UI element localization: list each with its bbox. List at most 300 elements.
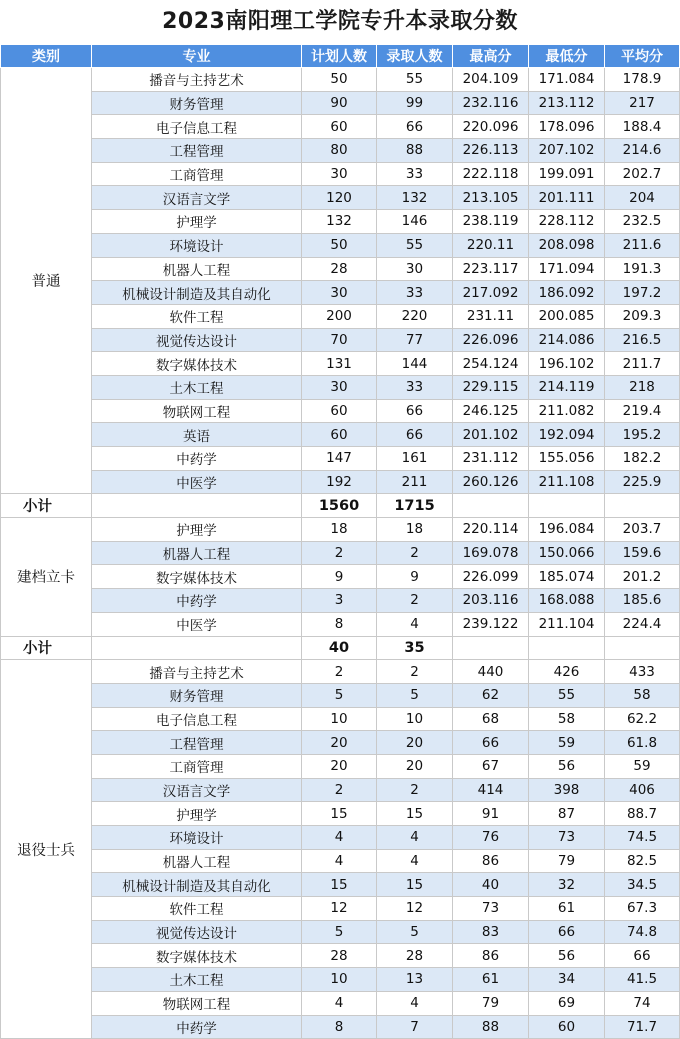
max-score-cell: 203.116 xyxy=(453,589,529,613)
min-score-cell: 211.104 xyxy=(529,612,605,636)
plan-count-cell: 18 xyxy=(302,518,377,542)
max-score-cell: 204.109 xyxy=(453,68,529,92)
plan-count-cell: 30 xyxy=(302,375,377,399)
plan-count-cell: 5 xyxy=(302,920,377,944)
header-category: 类别 xyxy=(1,45,92,68)
major-cell: 机械设计制造及其自动化 xyxy=(92,873,302,897)
admit-count-cell: 146 xyxy=(377,210,453,234)
max-score-cell: 40 xyxy=(453,873,529,897)
admit-count-cell: 66 xyxy=(377,423,453,447)
max-score-cell: 223.117 xyxy=(453,257,529,281)
max-score-cell: 62 xyxy=(453,683,529,707)
plan-count-cell: 50 xyxy=(302,68,377,92)
major-cell: 中医学 xyxy=(92,470,302,494)
admit-count-cell: 99 xyxy=(377,91,453,115)
table-row xyxy=(1,897,680,921)
table-row xyxy=(1,328,680,352)
table-row xyxy=(1,399,680,423)
avg-score-cell: 219.4 xyxy=(605,399,680,423)
avg-score-cell: 185.6 xyxy=(605,589,680,613)
min-score-cell: 87 xyxy=(529,802,605,826)
plan-count-cell: 90 xyxy=(302,91,377,115)
major-cell: 汉语言文学 xyxy=(92,778,302,802)
avg-score-cell: 433 xyxy=(605,660,680,684)
major-cell: 物联网工程 xyxy=(92,399,302,423)
avg-score-cell: 159.6 xyxy=(605,541,680,565)
table-row xyxy=(1,968,680,992)
subtotal-spacer xyxy=(529,494,605,518)
admit-count-cell: 15 xyxy=(377,873,453,897)
max-score-cell: 217.092 xyxy=(453,281,529,305)
major-cell: 环境设计 xyxy=(92,233,302,257)
plan-count-cell: 15 xyxy=(302,802,377,826)
max-score-cell: 79 xyxy=(453,991,529,1015)
plan-count-cell: 15 xyxy=(302,873,377,897)
avg-score-cell: 74.8 xyxy=(605,920,680,944)
avg-score-cell: 214.6 xyxy=(605,139,680,163)
admit-count-cell: 4 xyxy=(377,612,453,636)
table-row xyxy=(1,304,680,328)
max-score-cell: 440 xyxy=(453,660,529,684)
table-row xyxy=(1,731,680,755)
major-cell: 工程管理 xyxy=(92,139,302,163)
major-cell: 中药学 xyxy=(92,589,302,613)
admit-count-cell: 4 xyxy=(377,849,453,873)
plan-count-cell: 2 xyxy=(302,541,377,565)
major-cell: 汉语言文学 xyxy=(92,186,302,210)
admit-count-cell: 144 xyxy=(377,352,453,376)
min-score-cell: 200.085 xyxy=(529,304,605,328)
avg-score-cell: 201.2 xyxy=(605,565,680,589)
max-score-cell: 246.125 xyxy=(453,399,529,423)
table-row xyxy=(1,991,680,1015)
admit-count-cell: 20 xyxy=(377,754,453,778)
max-score-cell: 91 xyxy=(453,802,529,826)
avg-score-cell: 88.7 xyxy=(605,802,680,826)
admit-count-cell: 13 xyxy=(377,968,453,992)
table-row xyxy=(1,754,680,778)
plan-count-cell: 132 xyxy=(302,210,377,234)
max-score-cell: 226.113 xyxy=(453,139,529,163)
avg-score-cell: 188.4 xyxy=(605,115,680,139)
min-score-cell: 66 xyxy=(529,920,605,944)
subtotal-spacer xyxy=(529,636,605,660)
avg-score-cell: 178.9 xyxy=(605,68,680,92)
major-cell: 数字媒体技术 xyxy=(92,944,302,968)
major-cell: 视觉传达设计 xyxy=(92,920,302,944)
plan-count-cell: 4 xyxy=(302,826,377,850)
avg-score-cell: 61.8 xyxy=(605,731,680,755)
table-row xyxy=(1,162,680,186)
admit-count-cell: 33 xyxy=(377,281,453,305)
min-score-cell: 56 xyxy=(529,944,605,968)
major-cell: 护理学 xyxy=(92,210,302,234)
max-score-cell: 414 xyxy=(453,778,529,802)
major-cell: 机器人工程 xyxy=(92,849,302,873)
min-score-cell: 56 xyxy=(529,754,605,778)
max-score-cell: 66 xyxy=(453,731,529,755)
avg-score-cell: 203.7 xyxy=(605,518,680,542)
table-row xyxy=(1,423,680,447)
admit-count-cell: 55 xyxy=(377,233,453,257)
avg-score-cell: 204 xyxy=(605,186,680,210)
max-score-cell: 83 xyxy=(453,920,529,944)
admit-count-cell: 30 xyxy=(377,257,453,281)
table-row xyxy=(1,565,680,589)
admit-count-cell: 220 xyxy=(377,304,453,328)
subtotal-row xyxy=(1,494,680,518)
avg-score-cell: 58 xyxy=(605,683,680,707)
max-score-cell: 88 xyxy=(453,1015,529,1039)
min-score-cell: 155.056 xyxy=(529,447,605,471)
subtotal-row xyxy=(1,636,680,660)
max-score-cell: 254.124 xyxy=(453,352,529,376)
subtotal-spacer xyxy=(605,494,680,518)
major-cell: 环境设计 xyxy=(92,826,302,850)
min-score-cell: 58 xyxy=(529,707,605,731)
max-score-cell: 226.096 xyxy=(453,328,529,352)
admit-count-cell: 66 xyxy=(377,115,453,139)
max-score-cell: 201.102 xyxy=(453,423,529,447)
avg-score-cell: 211.7 xyxy=(605,352,680,376)
subtotal-admit-count: 35 xyxy=(377,636,453,660)
major-cell: 土木工程 xyxy=(92,375,302,399)
major-cell: 中医学 xyxy=(92,612,302,636)
admit-count-cell: 77 xyxy=(377,328,453,352)
header-plan-count: 计划人数 xyxy=(302,45,377,68)
plan-count-cell: 60 xyxy=(302,423,377,447)
admit-count-cell: 33 xyxy=(377,375,453,399)
table-row xyxy=(1,68,680,92)
table-row xyxy=(1,707,680,731)
major-cell: 财务管理 xyxy=(92,683,302,707)
admit-count-cell: 4 xyxy=(377,991,453,1015)
subtotal-plan-count: 40 xyxy=(302,636,377,660)
avg-score-cell: 182.2 xyxy=(605,447,680,471)
plan-count-cell: 50 xyxy=(302,233,377,257)
major-cell: 机械设计制造及其自动化 xyxy=(92,281,302,305)
plan-count-cell: 70 xyxy=(302,328,377,352)
admit-count-cell: 18 xyxy=(377,518,453,542)
min-score-cell: 171.084 xyxy=(529,68,605,92)
category-cell: 建档立卡 xyxy=(1,518,92,636)
plan-count-cell: 20 xyxy=(302,754,377,778)
min-score-cell: 150.066 xyxy=(529,541,605,565)
max-score-cell: 231.112 xyxy=(453,447,529,471)
table-row xyxy=(1,541,680,565)
min-score-cell: 185.074 xyxy=(529,565,605,589)
avg-score-cell: 34.5 xyxy=(605,873,680,897)
admit-count-cell: 88 xyxy=(377,139,453,163)
table-body xyxy=(1,68,680,1039)
table-row xyxy=(1,683,680,707)
max-score-cell: 260.126 xyxy=(453,470,529,494)
page-title: 2023南阳理工学院专升本录取分数 xyxy=(162,9,518,34)
major-cell: 数字媒体技术 xyxy=(92,565,302,589)
min-score-cell: 228.112 xyxy=(529,210,605,234)
plan-count-cell: 4 xyxy=(302,849,377,873)
admit-count-cell: 66 xyxy=(377,399,453,423)
avg-score-cell: 225.9 xyxy=(605,470,680,494)
min-score-cell: 60 xyxy=(529,1015,605,1039)
min-score-cell: 59 xyxy=(529,731,605,755)
avg-score-cell: 62.2 xyxy=(605,707,680,731)
min-score-cell: 211.082 xyxy=(529,399,605,423)
header-admit-count: 录取人数 xyxy=(377,45,453,68)
plan-count-cell: 2 xyxy=(302,778,377,802)
table-row xyxy=(1,849,680,873)
subtotal-admit-count: 1715 xyxy=(377,494,453,518)
min-score-cell: 171.094 xyxy=(529,257,605,281)
avg-score-cell: 82.5 xyxy=(605,849,680,873)
min-score-cell: 79 xyxy=(529,849,605,873)
major-cell: 财务管理 xyxy=(92,91,302,115)
plan-count-cell: 12 xyxy=(302,897,377,921)
subtotal-spacer xyxy=(453,494,529,518)
category-cell: 普通 xyxy=(1,68,92,494)
avg-score-cell: 67.3 xyxy=(605,897,680,921)
table-row xyxy=(1,447,680,471)
major-cell: 物联网工程 xyxy=(92,991,302,1015)
plan-count-cell: 28 xyxy=(302,257,377,281)
admit-count-cell: 20 xyxy=(377,731,453,755)
major-cell: 工程管理 xyxy=(92,731,302,755)
min-score-cell: 186.092 xyxy=(529,281,605,305)
major-cell: 播音与主持艺术 xyxy=(92,660,302,684)
table-row xyxy=(1,944,680,968)
major-cell: 软件工程 xyxy=(92,897,302,921)
major-cell: 电子信息工程 xyxy=(92,115,302,139)
admit-count-cell: 2 xyxy=(377,589,453,613)
plan-count-cell: 147 xyxy=(302,447,377,471)
subtotal-spacer xyxy=(92,494,302,518)
table-row xyxy=(1,873,680,897)
avg-score-cell: 224.4 xyxy=(605,612,680,636)
avg-score-cell: 211.6 xyxy=(605,233,680,257)
max-score-cell: 232.116 xyxy=(453,91,529,115)
major-cell: 视觉传达设计 xyxy=(92,328,302,352)
max-score-cell: 226.099 xyxy=(453,565,529,589)
admit-count-cell: 2 xyxy=(377,778,453,802)
plan-count-cell: 8 xyxy=(302,1015,377,1039)
avg-score-cell: 209.3 xyxy=(605,304,680,328)
admit-count-cell: 33 xyxy=(377,162,453,186)
max-score-cell: 229.115 xyxy=(453,375,529,399)
major-cell: 机器人工程 xyxy=(92,257,302,281)
table-row xyxy=(1,210,680,234)
table-row xyxy=(1,139,680,163)
avg-score-cell: 74 xyxy=(605,991,680,1015)
table-row xyxy=(1,660,680,684)
min-score-cell: 213.112 xyxy=(529,91,605,115)
table-row xyxy=(1,1015,680,1039)
avg-score-cell: 218 xyxy=(605,375,680,399)
major-cell: 英语 xyxy=(92,423,302,447)
max-score-cell: 222.118 xyxy=(453,162,529,186)
table-row xyxy=(1,612,680,636)
admission-score-table xyxy=(0,44,680,1039)
avg-score-cell: 232.5 xyxy=(605,210,680,234)
table-row xyxy=(1,375,680,399)
min-score-cell: 168.088 xyxy=(529,589,605,613)
major-cell: 工商管理 xyxy=(92,754,302,778)
table-row xyxy=(1,257,680,281)
major-cell: 电子信息工程 xyxy=(92,707,302,731)
max-score-cell: 86 xyxy=(453,944,529,968)
admit-count-cell: 2 xyxy=(377,660,453,684)
max-score-cell: 76 xyxy=(453,826,529,850)
max-score-cell: 61 xyxy=(453,968,529,992)
plan-count-cell: 80 xyxy=(302,139,377,163)
avg-score-cell: 71.7 xyxy=(605,1015,680,1039)
avg-score-cell: 202.7 xyxy=(605,162,680,186)
plan-count-cell: 2 xyxy=(302,660,377,684)
major-cell: 中药学 xyxy=(92,447,302,471)
max-score-cell: 239.122 xyxy=(453,612,529,636)
plan-count-cell: 5 xyxy=(302,683,377,707)
min-score-cell: 55 xyxy=(529,683,605,707)
table-row xyxy=(1,352,680,376)
max-score-cell: 73 xyxy=(453,897,529,921)
table-row xyxy=(1,826,680,850)
plan-count-cell: 28 xyxy=(302,944,377,968)
major-cell: 软件工程 xyxy=(92,304,302,328)
avg-score-cell: 74.5 xyxy=(605,826,680,850)
plan-count-cell: 20 xyxy=(302,731,377,755)
max-score-cell: 220.096 xyxy=(453,115,529,139)
plan-count-cell: 60 xyxy=(302,115,377,139)
min-score-cell: 34 xyxy=(529,968,605,992)
major-cell: 土木工程 xyxy=(92,968,302,992)
min-score-cell: 196.084 xyxy=(529,518,605,542)
major-cell: 工商管理 xyxy=(92,162,302,186)
admit-count-cell: 15 xyxy=(377,802,453,826)
max-score-cell: 86 xyxy=(453,849,529,873)
table-row xyxy=(1,470,680,494)
table-row xyxy=(1,778,680,802)
avg-score-cell: 59 xyxy=(605,754,680,778)
min-score-cell: 426 xyxy=(529,660,605,684)
admit-count-cell: 5 xyxy=(377,920,453,944)
min-score-cell: 69 xyxy=(529,991,605,1015)
min-score-cell: 214.086 xyxy=(529,328,605,352)
min-score-cell: 214.119 xyxy=(529,375,605,399)
plan-count-cell: 9 xyxy=(302,565,377,589)
min-score-cell: 208.098 xyxy=(529,233,605,257)
avg-score-cell: 216.5 xyxy=(605,328,680,352)
avg-score-cell: 41.5 xyxy=(605,968,680,992)
plan-count-cell: 192 xyxy=(302,470,377,494)
subtotal-spacer xyxy=(92,636,302,660)
table-row xyxy=(1,281,680,305)
header-avg-score: 平均分 xyxy=(605,45,680,68)
subtotal-label: 小计 xyxy=(1,636,92,660)
avg-score-cell: 195.2 xyxy=(605,423,680,447)
admit-count-cell: 211 xyxy=(377,470,453,494)
min-score-cell: 192.094 xyxy=(529,423,605,447)
avg-score-cell: 406 xyxy=(605,778,680,802)
admit-count-cell: 55 xyxy=(377,68,453,92)
min-score-cell: 398 xyxy=(529,778,605,802)
admit-count-cell: 12 xyxy=(377,897,453,921)
header-major: 专业 xyxy=(92,45,302,68)
table-row xyxy=(1,233,680,257)
min-score-cell: 196.102 xyxy=(529,352,605,376)
admit-count-cell: 161 xyxy=(377,447,453,471)
table-row xyxy=(1,518,680,542)
min-score-cell: 199.091 xyxy=(529,162,605,186)
table-row xyxy=(1,802,680,826)
plan-count-cell: 8 xyxy=(302,612,377,636)
major-cell: 数字媒体技术 xyxy=(92,352,302,376)
max-score-cell: 213.105 xyxy=(453,186,529,210)
admit-count-cell: 10 xyxy=(377,707,453,731)
plan-count-cell: 131 xyxy=(302,352,377,376)
plan-count-cell: 30 xyxy=(302,281,377,305)
header-min-score: 最低分 xyxy=(529,45,605,68)
avg-score-cell: 197.2 xyxy=(605,281,680,305)
major-cell: 播音与主持艺术 xyxy=(92,68,302,92)
min-score-cell: 61 xyxy=(529,897,605,921)
max-score-cell: 238.119 xyxy=(453,210,529,234)
max-score-cell: 67 xyxy=(453,754,529,778)
max-score-cell: 68 xyxy=(453,707,529,731)
subtotal-spacer xyxy=(605,636,680,660)
max-score-cell: 231.11 xyxy=(453,304,529,328)
admit-count-cell: 28 xyxy=(377,944,453,968)
avg-score-cell: 191.3 xyxy=(605,257,680,281)
category-cell: 退役士兵 xyxy=(1,660,92,1039)
subtotal-spacer xyxy=(453,636,529,660)
min-score-cell: 32 xyxy=(529,873,605,897)
table-header-row xyxy=(1,45,680,68)
admit-count-cell: 4 xyxy=(377,826,453,850)
major-cell: 护理学 xyxy=(92,518,302,542)
subtotal-plan-count: 1560 xyxy=(302,494,377,518)
table-row xyxy=(1,186,680,210)
table-row xyxy=(1,920,680,944)
min-score-cell: 73 xyxy=(529,826,605,850)
min-score-cell: 201.111 xyxy=(529,186,605,210)
plan-count-cell: 4 xyxy=(302,991,377,1015)
avg-score-cell: 66 xyxy=(605,944,680,968)
max-score-cell: 220.114 xyxy=(453,518,529,542)
table-row xyxy=(1,589,680,613)
admit-count-cell: 9 xyxy=(377,565,453,589)
plan-count-cell: 30 xyxy=(302,162,377,186)
subtotal-label: 小计 xyxy=(1,494,92,518)
plan-count-cell: 3 xyxy=(302,589,377,613)
admit-count-cell: 7 xyxy=(377,1015,453,1039)
plan-count-cell: 10 xyxy=(302,707,377,731)
major-cell: 中药学 xyxy=(92,1015,302,1039)
plan-count-cell: 200 xyxy=(302,304,377,328)
min-score-cell: 211.108 xyxy=(529,470,605,494)
header-max-score: 最高分 xyxy=(453,45,529,68)
admit-count-cell: 2 xyxy=(377,541,453,565)
admit-count-cell: 5 xyxy=(377,683,453,707)
max-score-cell: 220.11 xyxy=(453,233,529,257)
avg-score-cell: 217 xyxy=(605,91,680,115)
major-cell: 护理学 xyxy=(92,802,302,826)
table-row xyxy=(1,115,680,139)
admit-count-cell: 132 xyxy=(377,186,453,210)
min-score-cell: 207.102 xyxy=(529,139,605,163)
plan-count-cell: 10 xyxy=(302,968,377,992)
plan-count-cell: 60 xyxy=(302,399,377,423)
plan-count-cell: 120 xyxy=(302,186,377,210)
table-row xyxy=(1,91,680,115)
